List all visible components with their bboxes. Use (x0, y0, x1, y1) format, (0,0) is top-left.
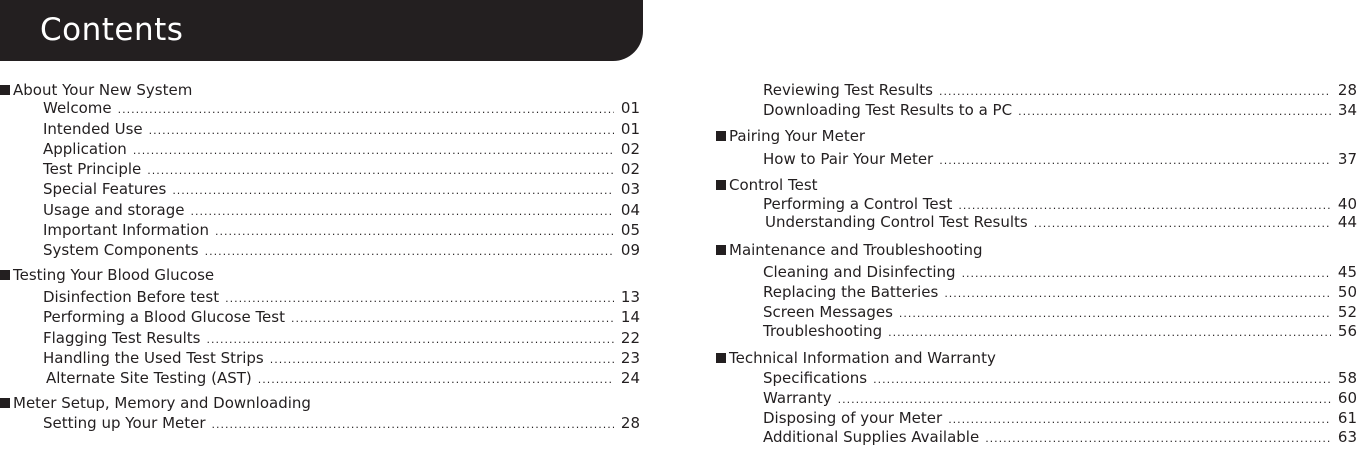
dot-leader (1018, 102, 1331, 122)
toc-entry[interactable] (763, 282, 1357, 302)
toc-entry-page: 04 (620, 201, 640, 219)
toc-entry-page: 50 (1337, 283, 1357, 301)
toc-entry-label: Warranty (763, 389, 832, 407)
toc-entry-page: 56 (1337, 322, 1357, 340)
toc-section-heading[interactable] (0, 80, 192, 100)
toc-entry[interactable] (43, 119, 640, 139)
toc-entry-label: Welcome (43, 99, 112, 117)
dot-leader (939, 82, 1331, 102)
toc-entry[interactable] (43, 287, 640, 307)
toc-entry-label: Intended Use (43, 120, 143, 138)
toc-entry-label: Disinfection Before test (43, 288, 220, 306)
toc-entry[interactable] (765, 212, 1357, 232)
toc-entry-page: 22 (620, 329, 640, 347)
toc-entry-page: 63 (1337, 428, 1357, 446)
section-title: Technical Information and Warranty (729, 349, 996, 367)
section-title: Pairing Your Meter (729, 127, 866, 145)
toc-entry-page: 40 (1337, 195, 1357, 213)
toc-entry-label: Special Features (43, 180, 167, 198)
toc-entry-page: 37 (1337, 150, 1357, 168)
toc-entry-label: Additional Supplies Available (763, 428, 980, 446)
dot-leader (939, 151, 1331, 171)
toc-entry-label: Replacing the Batteries (763, 283, 939, 301)
dot-leader (172, 181, 614, 201)
toc-entry-label: Application (43, 140, 127, 158)
toc-entry[interactable] (43, 413, 640, 433)
toc-entry-page: 03 (620, 180, 640, 198)
toc-entry-label: Understanding Control Test Results (765, 213, 1028, 231)
toc-entry[interactable] (43, 307, 640, 327)
section-title: Maintenance and Troubleshooting (729, 241, 983, 259)
toc-entry-label: Downloading Test Results to a PC (763, 101, 1013, 119)
dot-leader (190, 202, 614, 222)
toc-entry-page: 02 (620, 160, 640, 178)
toc-entry-label: Performing a Blood Glucose Test (43, 308, 285, 326)
dot-leader (873, 370, 1331, 390)
dot-leader (212, 415, 614, 435)
toc-entry[interactable] (43, 328, 640, 348)
toc-entry-label: Alternate Site Testing (AST) (46, 369, 252, 387)
toc-entry-page: 23 (620, 349, 640, 367)
toc-section-heading[interactable] (0, 265, 214, 285)
toc-entry[interactable] (763, 80, 1357, 100)
toc-section-heading[interactable] (716, 175, 818, 195)
toc-entry[interactable] (43, 240, 640, 260)
dot-leader (270, 350, 614, 370)
dot-leader (985, 429, 1331, 449)
toc-entry[interactable] (46, 368, 640, 388)
dot-leader (944, 284, 1331, 304)
dot-leader (147, 161, 614, 181)
toc-entry-page: 09 (620, 241, 640, 259)
toc-entry-page: 60 (1337, 389, 1357, 407)
toc-entry-label: Setting up Your Meter (43, 414, 206, 432)
section-title: About Your New System (13, 81, 193, 99)
toc-entry[interactable] (763, 427, 1357, 447)
section-title: Control Test (729, 176, 818, 194)
section-title: Testing Your Blood Glucose (13, 266, 215, 284)
toc-entry-page: 24 (620, 369, 640, 387)
square-bullet-icon (716, 180, 726, 190)
toc-entry-page: 61 (1337, 409, 1357, 427)
square-bullet-icon (716, 353, 726, 363)
toc-entry[interactable] (763, 388, 1357, 408)
dot-leader (962, 264, 1331, 284)
page-title: Contents (40, 12, 184, 48)
toc-entry-label: System Components (43, 241, 199, 259)
toc-entry[interactable] (43, 348, 640, 368)
dot-leader (838, 390, 1331, 410)
dot-leader (205, 242, 614, 262)
toc-entry-label: Screen Messages (763, 303, 893, 321)
toc-entry-label: Troubleshooting (763, 322, 883, 340)
toc-entry-page: 01 (620, 120, 640, 138)
toc-entry-label: Performing a Control Test (763, 195, 953, 213)
dot-leader (118, 100, 614, 120)
toc-entry-label: How to Pair Your Meter (763, 150, 934, 168)
toc-entry-page: 45 (1337, 263, 1357, 281)
toc-entry-page: 01 (620, 99, 640, 117)
toc-entry[interactable] (43, 200, 640, 220)
toc-entry-label: Important Information (43, 221, 209, 239)
toc-entry-page: 58 (1337, 369, 1357, 387)
toc-entry[interactable] (763, 302, 1357, 322)
square-bullet-icon (0, 85, 10, 95)
toc-entry[interactable] (43, 139, 640, 159)
dot-leader (133, 141, 614, 161)
toc-entry-label: Handling the Used Test Strips (43, 349, 264, 367)
toc-entry-page: 34 (1337, 101, 1357, 119)
dot-leader (206, 330, 614, 350)
square-bullet-icon (0, 270, 10, 280)
toc-section-heading[interactable] (716, 348, 996, 368)
toc-section-heading[interactable] (716, 126, 865, 146)
toc-entry[interactable] (763, 408, 1357, 428)
toc-entry-label: Specifications (763, 369, 868, 387)
toc-entry[interactable] (763, 100, 1357, 120)
toc-entry[interactable] (43, 159, 640, 179)
toc-entry-label: Usage and storage (43, 201, 185, 219)
toc-entry-page: 28 (1337, 81, 1357, 99)
dot-leader (888, 323, 1331, 343)
toc-entry-page: 28 (620, 414, 640, 432)
toc-entry-page: 13 (620, 288, 640, 306)
toc-entry[interactable] (763, 321, 1357, 341)
toc-entry[interactable] (763, 262, 1357, 282)
toc-entry-label: Cleaning and Disinfecting (763, 263, 956, 281)
toc-entry[interactable] (43, 220, 640, 240)
toc-entry[interactable] (763, 149, 1357, 169)
toc-entry-page: 05 (620, 221, 640, 239)
toc-entry[interactable] (763, 194, 1357, 214)
square-bullet-icon (0, 398, 10, 408)
dot-leader (258, 370, 614, 390)
toc-entry-label: Disposing of your Meter (763, 409, 943, 427)
dot-leader (1034, 214, 1331, 234)
toc-entry-label: Reviewing Test Results (763, 81, 933, 99)
square-bullet-icon (716, 245, 726, 255)
toc-entry[interactable] (763, 368, 1357, 388)
square-bullet-icon (716, 131, 726, 141)
dot-leader (291, 309, 614, 329)
toc-entry-page: 52 (1337, 303, 1357, 321)
toc-entry-label: Test Principle (43, 160, 142, 178)
contents-banner (0, 0, 643, 61)
section-title: Meter Setup, Memory and Downloading (13, 394, 311, 412)
toc-entry[interactable] (43, 98, 640, 118)
dot-leader (149, 121, 614, 141)
toc-entry-page: 14 (620, 308, 640, 326)
toc-section-heading[interactable] (0, 393, 311, 413)
toc-section-heading[interactable] (716, 240, 983, 260)
toc-entry-page: 02 (620, 140, 640, 158)
dot-leader (215, 222, 614, 242)
dot-leader (225, 289, 614, 309)
toc-entry[interactable] (43, 179, 640, 199)
toc-entry-label: Flagging Test Results (43, 329, 201, 347)
toc-entry-page: 44 (1337, 213, 1357, 231)
